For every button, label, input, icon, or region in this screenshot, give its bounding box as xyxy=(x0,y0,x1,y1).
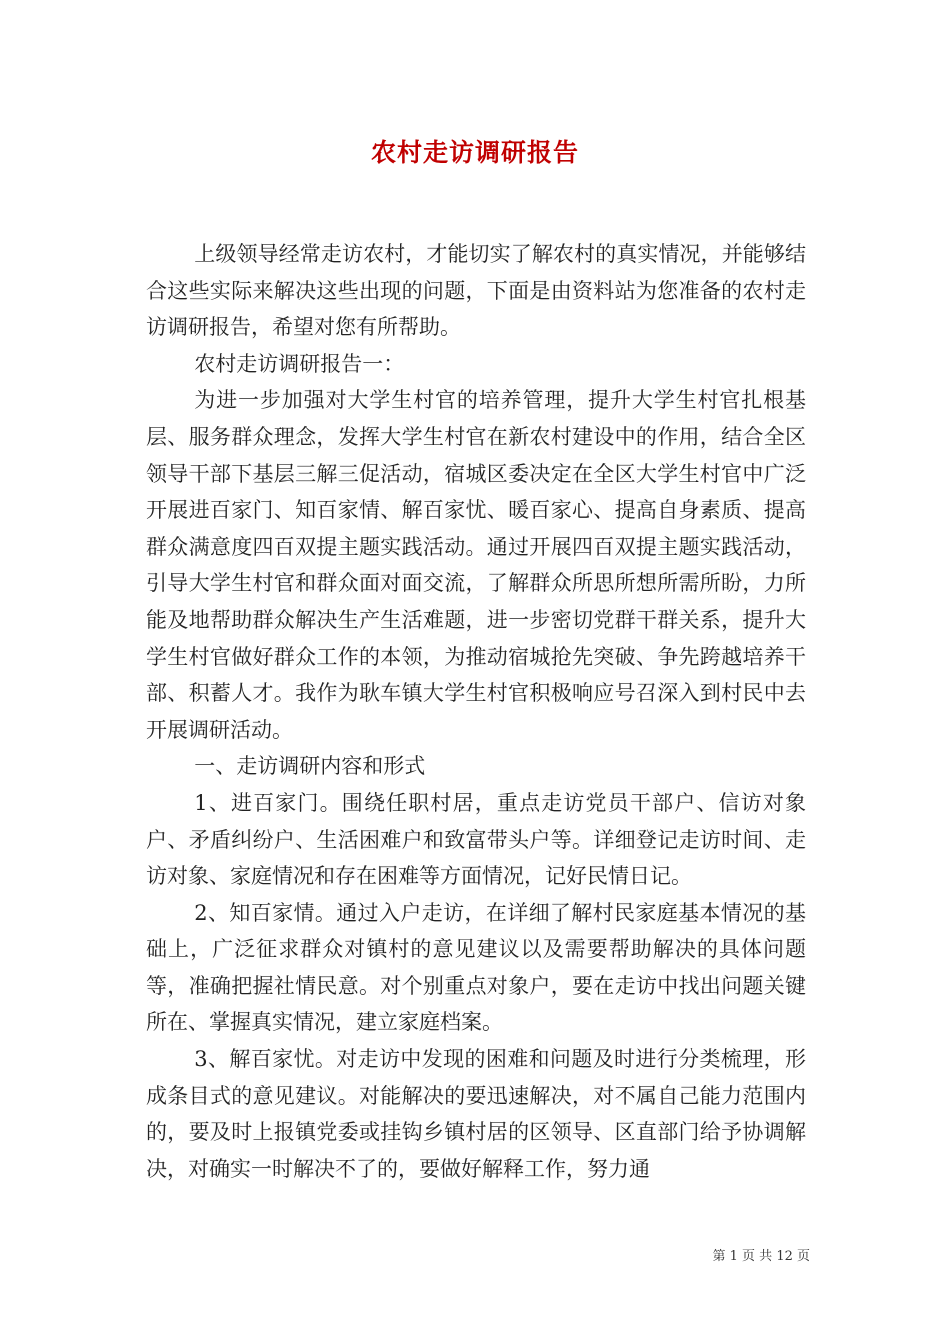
paragraph-item-3: 3、解百家忧。对走访中发现的困难和问题及时进行分类梳理，形成条目式的意见建议。对能解决的要迅速解决，对不属自己能力范围内的，要及时上报镇党委或挂钩乡镇村居的区领导、区直部门给予协调解决，对确实一时解决不了的，要做好解释工作，努力通 xyxy=(146,1047,806,1181)
section-heading-content-form: 一、走访调研内容和形式 xyxy=(194,754,426,779)
paragraph-item-1: 1、进百家门。围绕任职村居，重点走访党员干部户、信访对象户、矛盾纠纷户、生活困难户和致富带头户等。详细登记走访时间、走访对象、家庭情况和存在困难等方面情况，记好民情日记。 xyxy=(146,790,806,889)
page-number-footer: 第 1 页 共 12 页 xyxy=(712,1249,810,1264)
paragraph-item-2: 2、知百家情。通过入户走访，在详细了解村民家庭基本情况的基础上，广泛征求群众对镇村的意见建议以及需要帮助解决的具体问题等，准确把握社情民意。对个别重点对象户，要在走访中找出问题关键所在、掌握真实情况，建立家庭档案。 xyxy=(146,900,806,1035)
paragraph-intro: 上级领导经常走访农村，才能切实了解农村的真实情况，并能够结合这些实际来解决这些出现的问题，下面是由资料站为您准备的农村走访调研报告，希望对您有所帮助。 xyxy=(146,242,806,340)
paragraph-background: 为进一步加强对大学生村官的培养管理，提升大学生村官扎根基层、服务群众理念，发挥大学生村官在新农村建设中的作用，结合全区领导干部下基层三解三促活动，宿城区委决定在全区大学生村官中广泛开展进百家门、知百家情、解百家忧、暖百家心、提高自身素质、提高群众满意度四百双提主题实践活动。通过开展四百双提主题实践活动，引导大学生村官和群众面对面交流，了解群众所思所想所需所盼，力所能及地帮助群众解决生产生活难题，进一步密切党群干群关系，提升大学生村官做好群众工作的本领，为推动宿城抢先突破、争先跨越培养干部、积蓄人才。我作为耿车镇大学生村官积极响应号召深入到村民中去开展调研活动。 xyxy=(146,388,806,742)
document-title: 农村走访调研报告 xyxy=(370,138,579,167)
paragraph-report-heading: 农村走访调研报告一： xyxy=(194,351,405,376)
document-body xyxy=(146,236,806,1187)
